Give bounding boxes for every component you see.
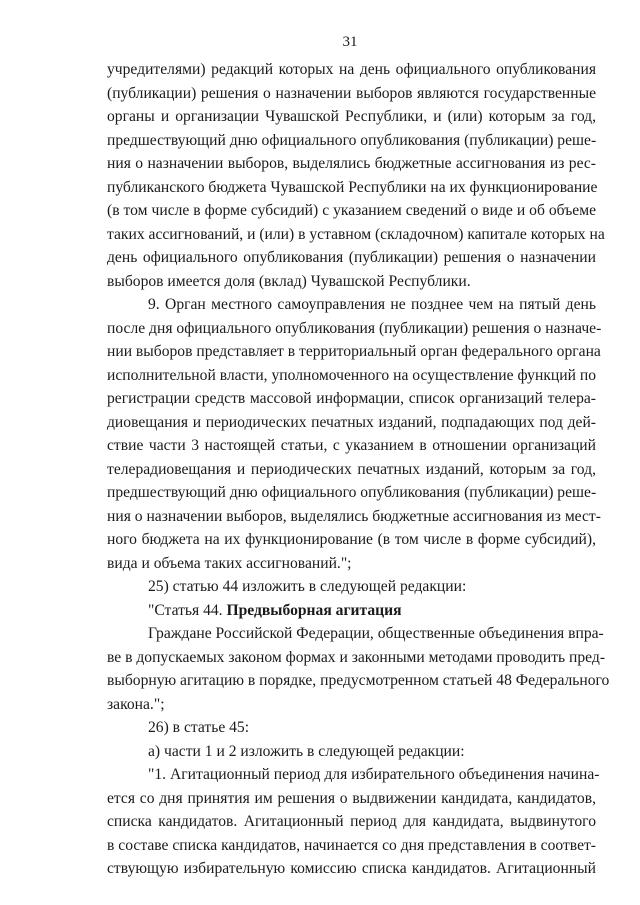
text-line: после дня официального опубликования (публикации) решения о назначе- — [107, 319, 602, 337]
paragraph — [107, 716, 596, 740]
text-line: а) части 1 и 2 изложить в следующей редакции: — [148, 742, 465, 760]
text-line: учредителями) редакций которых на день официального опубликования — [107, 61, 596, 78]
text-line: выборную агитацию в порядке, предусмотренном статьей 48 Федерального — [107, 672, 610, 689]
document-body — [107, 58, 610, 881]
text-line: Граждане Российской Федерации, общественные объединения впра- — [148, 625, 604, 642]
text-line: закона."; — [107, 695, 165, 713]
text-line: 9. Орган местного самоуправления не позднее чем на пятый день — [148, 296, 596, 313]
text-line: день официального опубликования (публикации) решения о назначении — [107, 249, 596, 266]
text-line: 26) в статье 45: — [148, 719, 250, 736]
text-line: публиканского бюджета Чувашской Республики на их функционирование — [107, 178, 598, 196]
text-line: ствие части 3 настоящей статьи, с указанием в отношении организаций — [107, 437, 596, 454]
text-line: ния о назначении выборов, выделялись бюджетные ассигнования из рес- — [107, 155, 596, 172]
paragraph — [107, 763, 600, 881]
paragraph — [107, 622, 610, 716]
text-line: выборов имеется доля (вклад) Чувашской Республики. — [107, 272, 471, 290]
paragraph — [107, 58, 605, 293]
text-line: "1. Агитационный период для избирательного объединения начина- — [148, 766, 600, 783]
paragraph — [107, 740, 596, 764]
text-line: регистрации средств массовой информации, список организаций телера- — [107, 390, 596, 407]
article-heading — [107, 599, 596, 623]
text-line: вида и объема таких ассигнований."; — [107, 554, 352, 572]
heading-prefix: "Статья 44. — [148, 601, 227, 619]
page-number: 31 — [342, 34, 358, 50]
text-line: 25) статью 44 изложить в следующей редакции: — [148, 578, 467, 595]
text-line: органы и организации Чувашской Республики, и (или) которым за год, — [107, 108, 596, 125]
text-line: списка кандидатов. Агитационный период для кандидата, выдвинутого — [107, 813, 596, 830]
heading-title: Предвыборная агитация — [226, 601, 402, 619]
text-line: таких ассигнований, и (или) в уставном (складочном) капитале которых на — [107, 225, 605, 243]
text-line: нии выборов представляет в территориальный орган федерального органа — [107, 343, 601, 360]
text-line: предшествующий дню официального опубликования (публикации) реше- — [107, 484, 597, 501]
text-line: (в том числе в форме субсидий) с указанием сведений о виде и об объеме — [107, 202, 596, 219]
text-line: исполнительной власти, уполномоченного на осуществление функций по — [107, 366, 596, 384]
text-line: ствующую избирательную комиссию списка кандидатов. Агитационный — [107, 860, 596, 877]
text-line: ется со дня принятия им решения о выдвижении кандидата, кандидатов, — [107, 789, 596, 807]
text-line: ного бюджета на их функционирование (в том числе в форме субсидий), — [107, 531, 596, 548]
paragraph — [107, 293, 602, 575]
text-line: предшествующий дню официального опубликования (публикации) реше- — [107, 131, 597, 149]
text-line: диовещания и периодических печатных изданий, подпадающих под дей- — [107, 413, 596, 431]
text-line — [107, 599, 596, 623]
text-line: в составе списка кандидатов, начинается со дня представления в соответ- — [107, 836, 596, 854]
text-line: ния о назначении выборов, выделялись бюджетные ассигнования из мест- — [107, 507, 601, 525]
paragraph — [107, 575, 596, 599]
text-line: телерадиовещания и периодических печатных изданий, которым за год, — [107, 460, 596, 478]
text-line: ве в допускаемых законом формах и законными методами проводить пред- — [107, 648, 606, 666]
text-line: (публикации) решения о назначении выборов являются государственные — [107, 84, 596, 102]
